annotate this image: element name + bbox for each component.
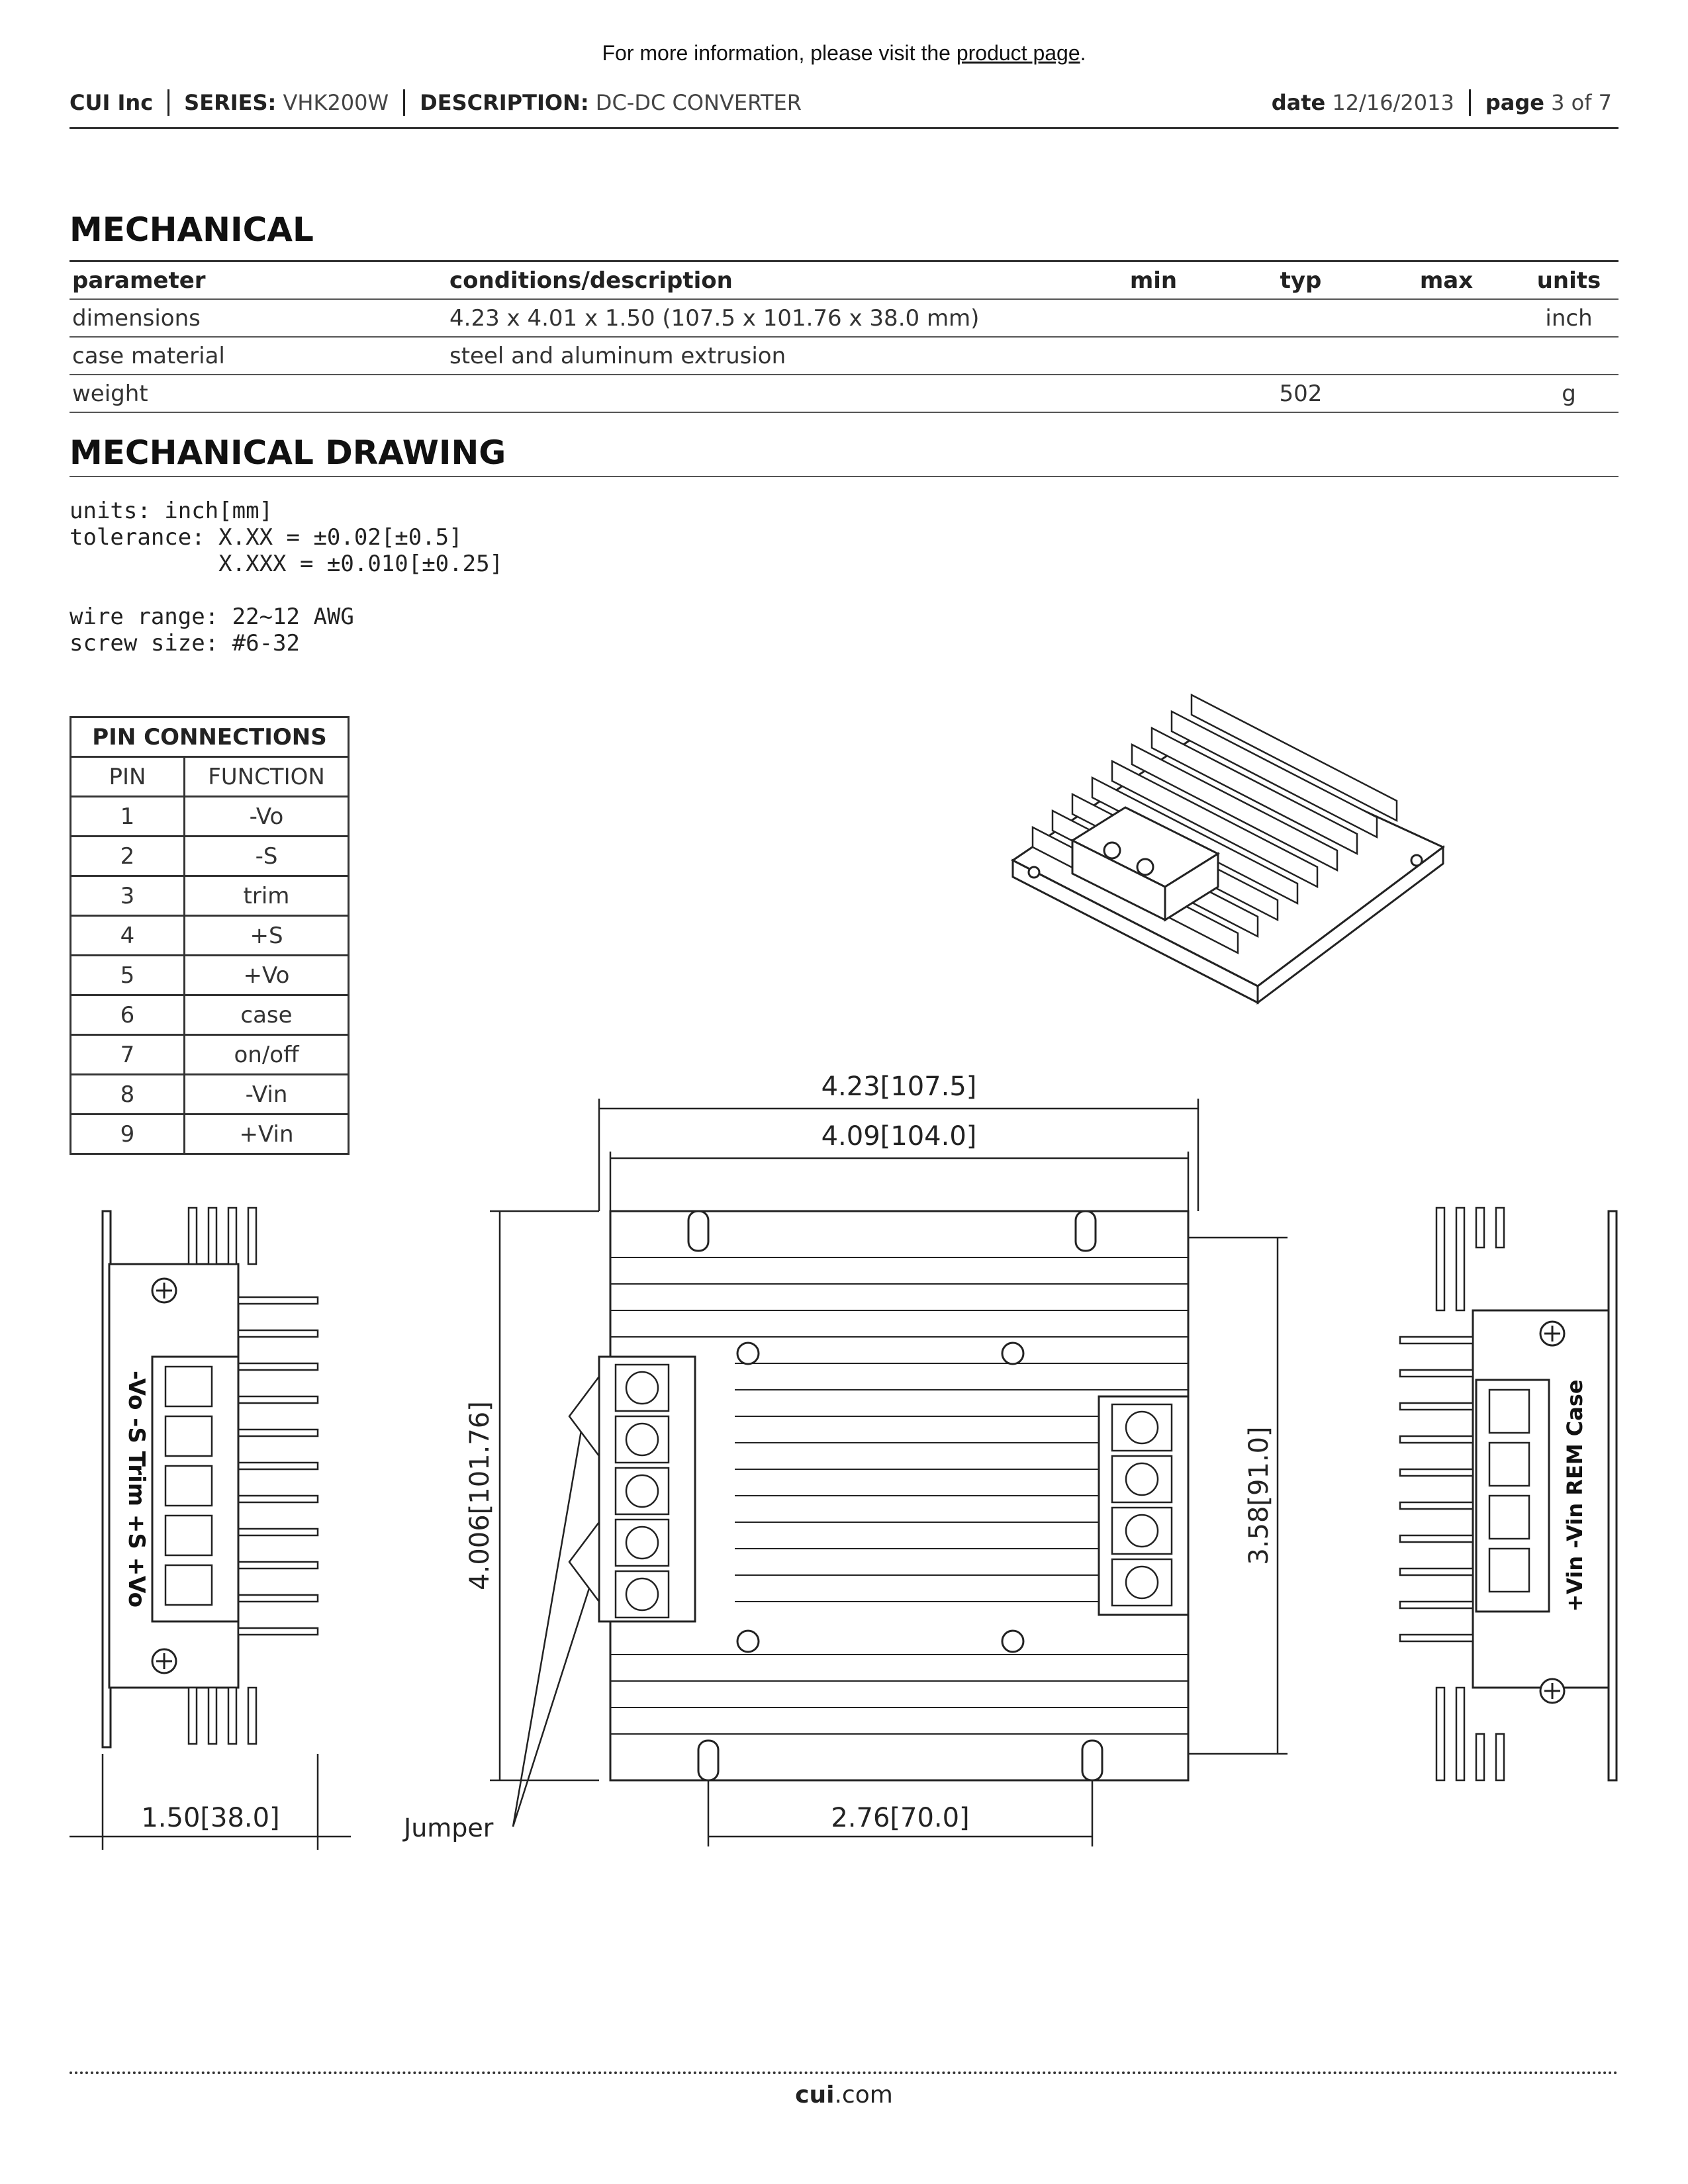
table-row bbox=[71, 1035, 349, 1075]
col-units: units bbox=[1519, 261, 1618, 300]
header-divider bbox=[167, 89, 169, 116]
cell-conditions bbox=[447, 375, 1079, 412]
pin-function: +Vo bbox=[185, 956, 349, 995]
isometric-view-drawing bbox=[993, 662, 1456, 1019]
table-header-row bbox=[70, 261, 1618, 300]
left-terminal-labels: -Vo -S Trim +S +Vo bbox=[123, 1371, 150, 1608]
series-value: VHK200W bbox=[283, 90, 389, 115]
cell-units bbox=[1519, 337, 1618, 375]
pin-connections-table bbox=[70, 716, 350, 1155]
cell-max bbox=[1374, 337, 1519, 375]
cell-parameter: dimensions bbox=[70, 299, 447, 337]
product-page-link[interactable]: product page bbox=[956, 41, 1080, 65]
series-label: SERIES: bbox=[184, 90, 277, 115]
wire-range-note: wire range: 22~12 AWG bbox=[70, 604, 354, 630]
pin-function: +Vin bbox=[185, 1115, 349, 1154]
mount-height-dimension: 3.58[91.0] bbox=[1244, 1426, 1274, 1565]
mechanical-title: MECHANICAL bbox=[70, 210, 314, 249]
pin-number: 1 bbox=[71, 797, 185, 837]
cell-min bbox=[1079, 299, 1228, 337]
right-terminal-labels: +Vin -Vin REM Case bbox=[1562, 1379, 1587, 1612]
description-value: DC-DC CONVERTER bbox=[595, 90, 802, 115]
cell-units: g bbox=[1519, 375, 1618, 412]
info-note bbox=[0, 41, 1688, 66]
col-parameter: parameter bbox=[70, 261, 447, 300]
footer bbox=[0, 2081, 1688, 2109]
tolerance-note: tolerance: X.XX = ±0.02[±0.5] bbox=[70, 524, 463, 551]
table-row bbox=[71, 1075, 349, 1115]
pin-table-title: PIN CONNECTIONS bbox=[71, 717, 349, 757]
cell-typ: 502 bbox=[1228, 375, 1374, 412]
pin-function: -Vo bbox=[185, 797, 349, 837]
pin-function: +S bbox=[185, 916, 349, 956]
col-max: max bbox=[1374, 261, 1519, 300]
header-divider bbox=[403, 89, 405, 116]
pin-number: 7 bbox=[71, 1035, 185, 1075]
pin-col-header: PIN bbox=[71, 757, 185, 797]
depth-dimension: 1.50[38.0] bbox=[141, 1803, 280, 1833]
table-row bbox=[70, 299, 1618, 337]
table-row bbox=[71, 1115, 349, 1154]
pin-number: 9 bbox=[71, 1115, 185, 1154]
table-row bbox=[71, 876, 349, 916]
table-row bbox=[70, 375, 1618, 412]
drawing-notes bbox=[70, 498, 503, 657]
date-label: date bbox=[1271, 90, 1326, 115]
info-note-text: For more information, please visit the bbox=[602, 41, 957, 65]
info-note-suffix: . bbox=[1080, 41, 1086, 65]
jumper-label: Jumper bbox=[404, 1813, 494, 1843]
document-header bbox=[70, 89, 1618, 129]
cell-min bbox=[1079, 375, 1228, 412]
page-label: page bbox=[1485, 90, 1544, 115]
left-side-view-drawing bbox=[66, 1205, 357, 1860]
col-conditions: conditions/description bbox=[447, 261, 1079, 300]
header-divider bbox=[1469, 89, 1471, 116]
footer-divider bbox=[70, 2071, 1618, 2074]
tolerance-note-2: X.XXX = ±0.010[±0.25] bbox=[70, 551, 504, 577]
units-note: units: inch[mm] bbox=[70, 498, 273, 524]
page-value: 3 of 7 bbox=[1551, 90, 1612, 115]
footer-domain: .com bbox=[834, 2081, 893, 2109]
cell-min bbox=[1079, 337, 1228, 375]
footer-brand: cui bbox=[795, 2081, 835, 2109]
mechanical-table bbox=[70, 260, 1618, 413]
pin-number: 8 bbox=[71, 1075, 185, 1115]
overall-height-dimension: 4.006[101.76] bbox=[465, 1401, 495, 1590]
cell-parameter: weight bbox=[70, 375, 447, 412]
cell-units: inch bbox=[1519, 299, 1618, 337]
cell-conditions: 4.23 x 4.01 x 1.50 (107.5 x 101.76 x 38.0 mm) bbox=[447, 299, 1079, 337]
front-view-drawing bbox=[404, 1059, 1344, 1873]
pin-number: 3 bbox=[71, 876, 185, 916]
pin-number: 6 bbox=[71, 995, 185, 1035]
table-row bbox=[71, 837, 349, 876]
table-row bbox=[70, 337, 1618, 375]
function-col-header: FUNCTION bbox=[185, 757, 349, 797]
pin-function: -Vin bbox=[185, 1075, 349, 1115]
cell-max bbox=[1374, 299, 1519, 337]
cell-max bbox=[1374, 375, 1519, 412]
right-side-view-drawing bbox=[1383, 1205, 1622, 1800]
pin-number: 5 bbox=[71, 956, 185, 995]
inner-width-dimension: 4.09[104.0] bbox=[821, 1121, 977, 1152]
screw-size-note: screw size: #6-32 bbox=[70, 630, 300, 657]
table-row bbox=[71, 995, 349, 1035]
cell-parameter: case material bbox=[70, 337, 447, 375]
table-row bbox=[71, 956, 349, 995]
date-value: 12/16/2013 bbox=[1332, 90, 1454, 115]
pin-function: case bbox=[185, 995, 349, 1035]
pin-function: on/off bbox=[185, 1035, 349, 1075]
pin-function: trim bbox=[185, 876, 349, 916]
mechanical-drawing-title: MECHANICAL DRAWING bbox=[70, 433, 1618, 477]
description-label: DESCRIPTION: bbox=[420, 90, 589, 115]
cell-typ bbox=[1228, 337, 1374, 375]
table-row bbox=[71, 797, 349, 837]
table-row bbox=[71, 916, 349, 956]
overall-width-dimension: 4.23[107.5] bbox=[821, 1071, 977, 1102]
cell-typ bbox=[1228, 299, 1374, 337]
hole-spacing-dimension: 2.76[70.0] bbox=[831, 1803, 970, 1833]
pin-function: -S bbox=[185, 837, 349, 876]
pin-number: 4 bbox=[71, 916, 185, 956]
cell-conditions: steel and aluminum extrusion bbox=[447, 337, 1079, 375]
company-name: CUI Inc bbox=[70, 90, 154, 115]
pin-number: 2 bbox=[71, 837, 185, 876]
col-typ: typ bbox=[1228, 261, 1374, 300]
col-min: min bbox=[1079, 261, 1228, 300]
